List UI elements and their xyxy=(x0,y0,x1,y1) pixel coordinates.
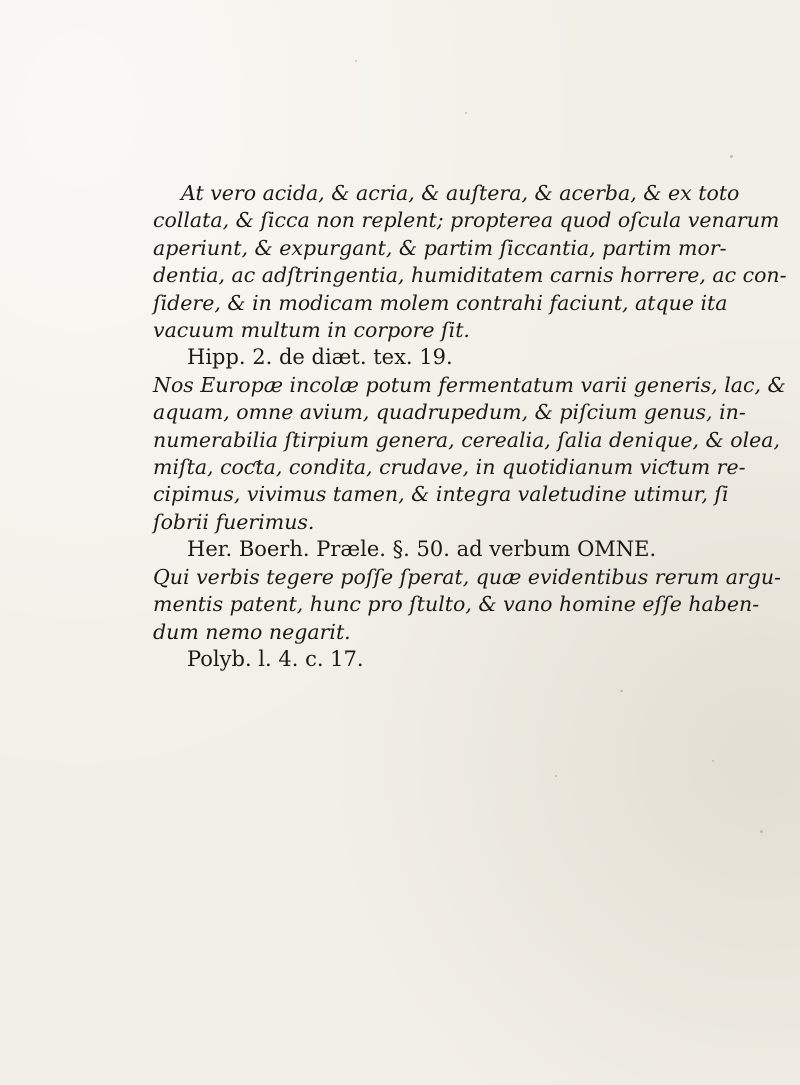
text-line: ſobrii fuerimus. xyxy=(153,509,315,534)
paper-speck xyxy=(760,830,763,833)
text-line: aperiunt, & expurgant, & partim ſiccantia, partim mor- xyxy=(153,235,727,260)
text-line: collata, & ſicca non replent; propterea quod oſcula venarum xyxy=(153,208,780,233)
text-line: mentis patent, hunc pro ſtulto, & vano homine eſſe haben- xyxy=(153,592,760,617)
text-line: cipimus, vivimus tamen, & integra valetudine utimur, ſi xyxy=(153,482,729,507)
text-block xyxy=(153,180,787,673)
text-line: miſta, coƈta, condita, crudave, in quotidianum viƈtum re- xyxy=(153,455,746,480)
quote-paragraph xyxy=(153,564,781,646)
citation: Her. Boerh. Præle. §. 50. ad verbum OMNE. xyxy=(187,537,657,562)
quote-paragraph xyxy=(153,372,786,536)
text-line: vacuum multum in corpore ſit. xyxy=(153,318,470,343)
paper-speck xyxy=(355,60,357,62)
paper-speck xyxy=(712,760,714,762)
text-line: dum nemo negarit. xyxy=(153,619,351,644)
text-line: At vero acida, & acria, & auſtera, & acerba, & ex toto xyxy=(181,181,740,205)
text-line: Qui verbis tegere poſſe ſperat, quæ evidentibus rerum argu- xyxy=(153,564,781,589)
quote-paragraph xyxy=(153,180,787,344)
citation: Polyb. l. 4. c. 17. xyxy=(187,646,364,671)
citation: Hipp. 2. de diæt. tex. 19. xyxy=(187,345,453,370)
text-line: ſidere, & in modicam molem contrahi faciunt, atque ita xyxy=(153,290,728,315)
paper-speck xyxy=(555,775,557,777)
paper-speck xyxy=(730,155,733,158)
paper-speck xyxy=(465,112,467,114)
text-line: dentia, ac adſtringentia, humiditatem carnis horrere, ac con- xyxy=(153,263,787,288)
text-line: aquam, omne avium, quadrupedum, & piſcium genus, in- xyxy=(153,400,746,425)
paper-speck xyxy=(620,690,623,692)
text-line: Nos Europæ incolæ potum fermentatum varii generis, lac, & xyxy=(153,372,786,397)
text-line: numerabilia ſtirpium genera, cerealia, ſalia denique, & olea, xyxy=(153,427,781,452)
